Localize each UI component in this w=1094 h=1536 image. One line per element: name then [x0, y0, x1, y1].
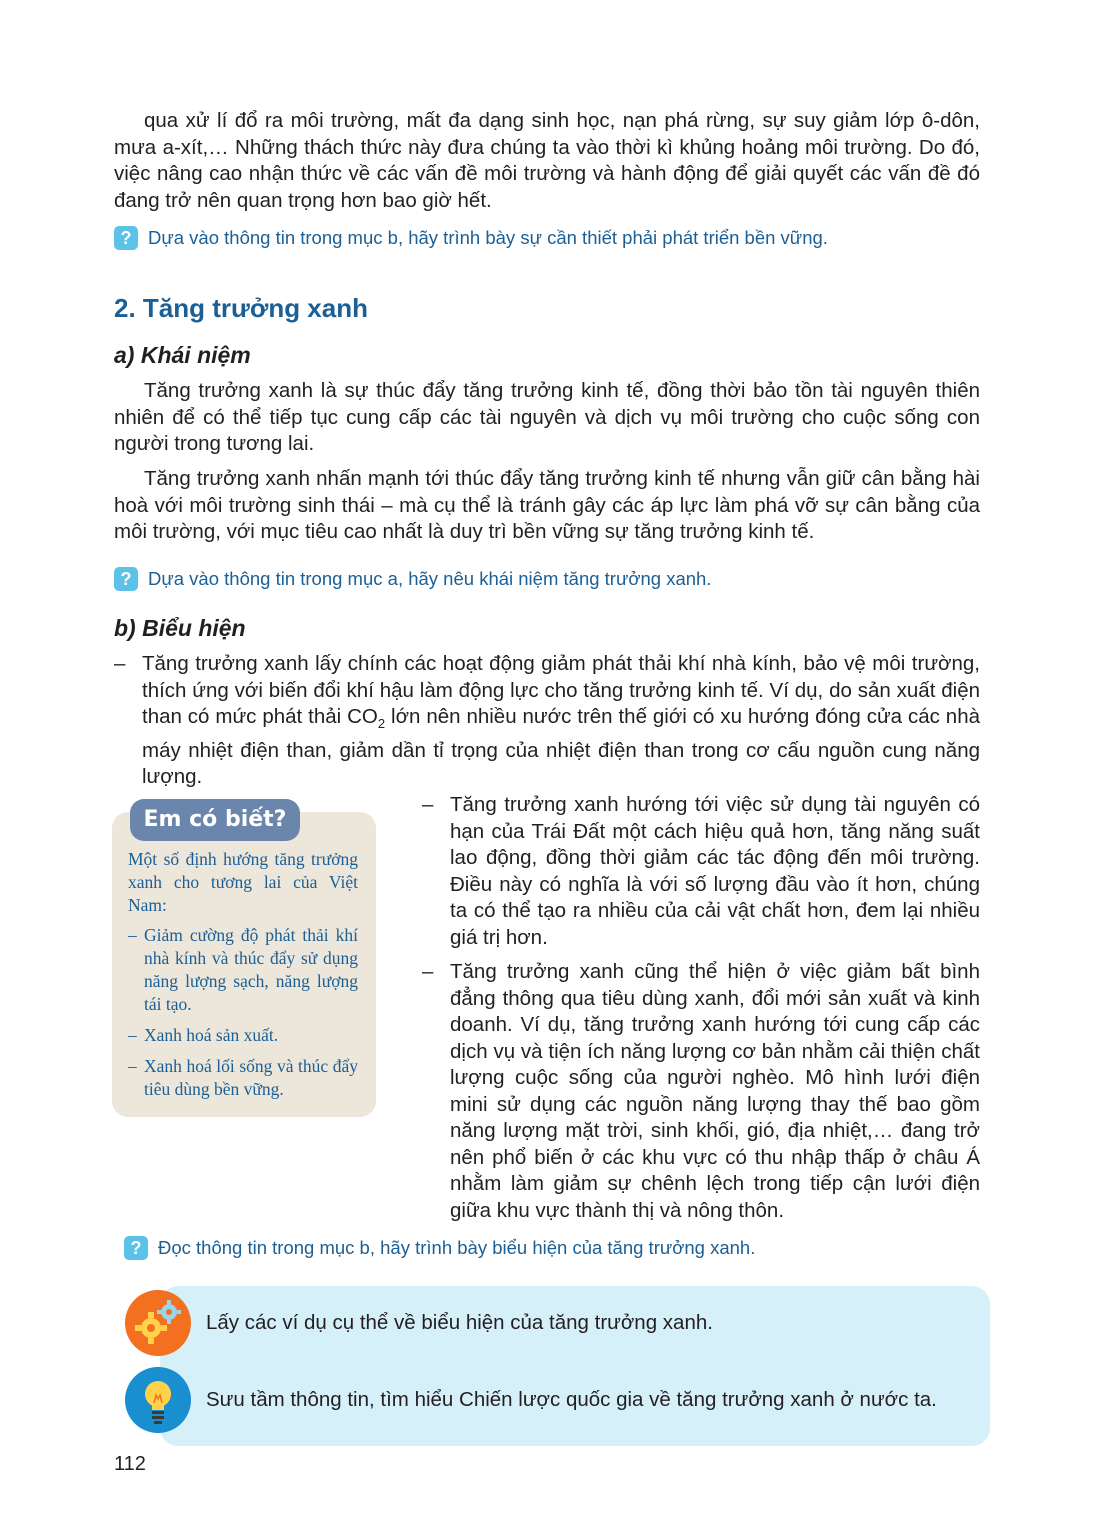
bullet-3	[422, 959, 980, 1224]
question-3-text: Đọc thông tin trong mục b, hãy trình bày biểu hiện của tăng trưởng xanh.	[158, 1237, 756, 1258]
question-icon: ?	[114, 226, 138, 250]
section-title: 2. Tăng trưởng xanh	[114, 293, 368, 323]
did-you-know-content	[128, 848, 358, 1109]
paragraph-a2: Tăng trưởng xanh nhấn mạnh tới thúc đẩy tăng trưởng kinh tế nhưng vẫn giữ cân bằng hài hoà với môi trường sinh thái – mà cụ thể là tránh gây các áp lực làm phá vỡ sự cân bằng của môi trường, với mục tiêu cao nhất là duy trì bền vững sự tăng trưởng kinh tế.	[114, 467, 980, 543]
question-1	[114, 226, 828, 250]
paragraph-a1: Tăng trưởng xanh là sự thúc đẩy tăng trưởng kinh tế, đồng thời bảo tồn tài nguyên thiên nhiên để có thể tiếp tục cung cấp các tài nguyên và dịch vụ môi trường cho cuộc sống con người trong tương lai.	[114, 379, 980, 455]
question-icon: ?	[124, 1236, 148, 1260]
intro-paragraph: qua xử lí đổ ra môi trường, mất đa dạng sinh học, nạn phá rừng, sự suy giảm lớp ô-dôn, mưa a-xít,… Những thách thức này đưa chúng ta vào thời kì khủng hoảng môi trường. Do đó, việc nâng cao nhận thức về các vấn đề môi trường và hành động để giải quyết các vấn đề đó đang trở nên quan trọng hơn bao giờ hết.	[114, 109, 980, 212]
bullet-2	[422, 792, 980, 951]
page-number: 112	[114, 1453, 146, 1475]
activity-box	[160, 1286, 990, 1446]
question-icon: ?	[114, 567, 138, 591]
did-you-know-item: – Xanh hoá lối sống và thúc đẩy tiêu dùng bền vững.	[128, 1056, 358, 1099]
apply-activity-text: Sưu tầm thông tin, tìm hiểu Chiến lược quốc gia về tăng trưởng xanh ở nước ta.	[206, 1388, 937, 1411]
did-you-know-item: – Giảm cường độ phát thải khí nhà kính và thúc đẩy sử dụng năng lượng sạch, năng lượng tái tạo.	[128, 925, 358, 1014]
lightbulb-icon	[125, 1367, 191, 1433]
bullet-2-text: Tăng trưởng xanh hướng tới việc sử dụng tài nguyên có hạn của Trái Đất một cách hiệu quả hơn, tăng năng suất lao động, đồng thời giảm các tác động đến môi trường. Điều này có nghĩa là với số lượng đầu vào ít hơn, chúng ta có thể tạo ra nhiều của cải vật chất hơn, đem lại nhiều giá trị hơn.	[450, 793, 980, 949]
practice-activity-text: Lấy các ví dụ cụ thể về biểu hiện của tăng trưởng xanh.	[206, 1311, 713, 1334]
did-you-know-item: – Xanh hoá sản xuất.	[128, 1025, 279, 1045]
question-2-text: Dựa vào thông tin trong mục a, hãy nêu khái niệm tăng trưởng xanh.	[148, 568, 712, 589]
bullet-dash: –	[114, 652, 126, 675]
question-3	[124, 1236, 755, 1260]
did-you-know-title: Em có biết?	[130, 799, 300, 841]
gears-icon	[125, 1290, 191, 1356]
bullet-dash: –	[422, 960, 434, 983]
question-2	[114, 567, 711, 591]
did-you-know-intro: Một số định hướng tăng trưởng xanh cho tương lai của Việt Nam:	[128, 849, 358, 915]
bullet-1	[114, 651, 980, 791]
bullet-dash: –	[422, 793, 434, 816]
bullet-3-text: Tăng trưởng xanh cũng thể hiện ở việc giảm bất bình đẳng thông qua tiêu dùng xanh, đổi mới sản xuất và kinh doanh. Ví dụ, tăng trưởng xanh hướng tới cung cấp các dịch vụ và tiện ích năng lượng cơ bản nhằm cải thiện chất lượng cuộc sống của người nghèo. Mô hình lưới điện mini sử dụng các nguồn năng lượng thay thế bao gồm năng lượng mặt trời, sinh khối, gió, địa nhiệt,… đang trở nên phổ biến ở các khu vực có thu nhập thấp ở châu Á nhằm làm giảm sự chênh lệch trong tiếp cận lưới điện giữa khu vực thành thị và nông thôn.	[450, 960, 980, 1222]
question-1-text: Dựa vào thông tin trong mục b, hãy trình bày sự cần thiết phải phát triển bền vững.	[148, 227, 828, 248]
subsection-b-heading: b) Biểu hiện	[114, 615, 246, 641]
subsection-a-heading: a) Khái niệm	[114, 342, 251, 368]
bullet-1-text: Tăng trưởng xanh lấy chính các hoạt động giảm phát thải khí nhà kính, bảo vệ môi trường, thích ứng với biến đổi khí hậu làm động lực cho tăng trưởng kinh tế. Ví dụ, do sản xuất điện than có mức phát thải $CO_2$ lớn nên nhiều nước trên thế giới có xu hướng đóng cửa các nhà máy nhiệt điện than, giảm dần tỉ trọng của nhiệt điện than trong cơ cấu nguồn cung năng lượng.	[142, 652, 980, 789]
